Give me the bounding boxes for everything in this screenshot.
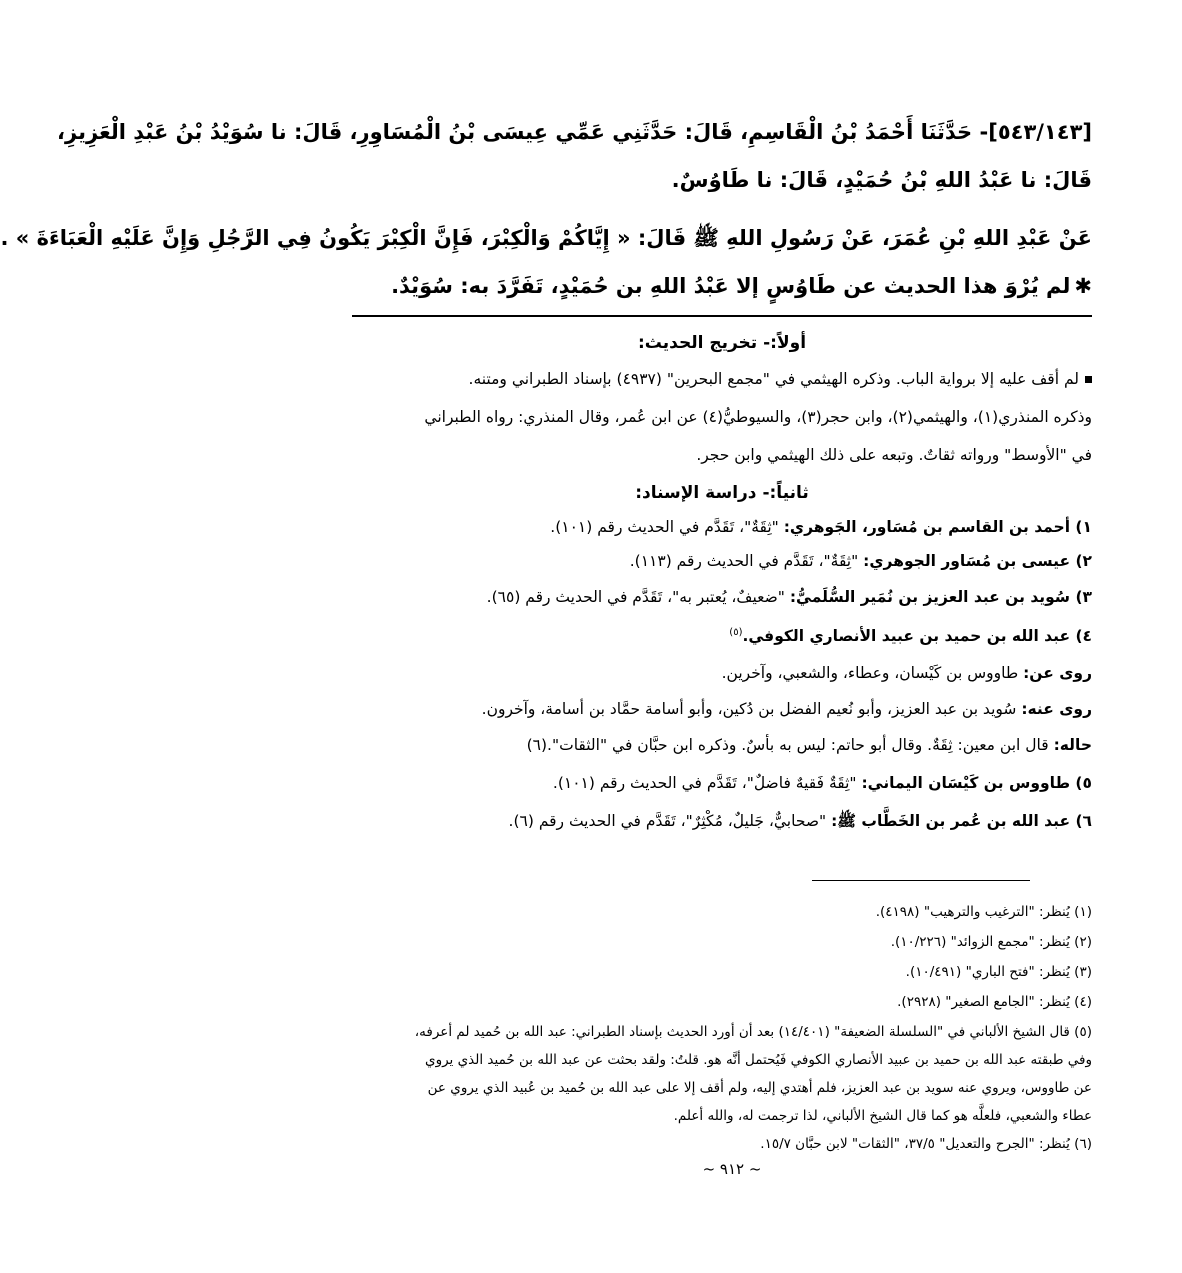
narrator-name: ٥) طاووس بن كَيْسَان اليماني: bbox=[861, 774, 1092, 792]
narrator-desc: "صحابيٌّ، جَليلٌ، مُكْثِرٌ"، تَقَدَّم في الحديث رقم (٦). bbox=[508, 812, 832, 830]
footnote-3: (٣) يُنظر: "فتح الباري" (١٠/٤٩١). bbox=[905, 964, 1092, 980]
hal-text: قال ابن معين: ثِقَةٌ. وقال أبو حاتم: ليس به بأسٌ. وذكره ابن حبَّان في "الثقات".(٦) bbox=[526, 736, 1054, 754]
narrator-desc: "ثِقَةٌ"، تَقَدَّم في الحديث رقم (١١٣). bbox=[629, 552, 864, 570]
footnote-ref: (٥) bbox=[729, 627, 743, 638]
rawa-anhu-text: سُويد بن عبد العزيز، وأبو نُعيم الفضل بن دُكين، وأبو أسامة حمَّاد بن أسامة، وآخرون. bbox=[481, 700, 1022, 718]
hal-label: حاله: bbox=[1053, 736, 1092, 754]
main-divider bbox=[352, 315, 1092, 317]
takhrij-line-1-text: لم أقف عليه إلا برواية الباب. وذكره الهيثمي في "مجمع البحرين" (٤٩٣٧) بإسناد الطبراني ومتنه. bbox=[468, 370, 1079, 388]
narrator-name: ٦) عبد الله بن عُمر بن الخَطَّاب ﷺ: bbox=[831, 812, 1092, 830]
footnote-1: (١) يُنظر: "الترغيب والترهيب" (٤١٩٨). bbox=[875, 904, 1092, 920]
narrator-name: ٤) عبد الله بن حميد بن عبيد الأنصاري الكوفي. bbox=[742, 627, 1092, 646]
footnote-2: (٢) يُنظر: "مجمع الزوائد" (١٠/٢٢٦). bbox=[890, 934, 1092, 950]
narrator-desc: "ضعيفٌ، يُعتبر به"، تَقَدَّم في الحديث رقم (٦٥). bbox=[486, 588, 790, 606]
narrator-item-1 bbox=[352, 512, 1092, 542]
footnote-4: (٤) يُنظر: "الجامع الصغير" (٢٩٢٨). bbox=[897, 994, 1092, 1010]
hadith-line-4 bbox=[352, 266, 1092, 306]
footnote-5-line-3: عن طاووس، ويروي عنه سويد بن عبد العزيز، فلم أهتدي إليه، ولم أقف إلا على عبد الله بن حُميد بن عُبيد الذي يروي عن bbox=[427, 1080, 1092, 1096]
narrator-desc: "ثِقَةٌ"، تَقَدَّم في الحديث رقم (١٠١). bbox=[550, 518, 784, 536]
rawa-an-text: طاووس بن كَيْسان، وعطاء، والشعبي، وآخرين. bbox=[721, 664, 1024, 682]
hadith-line-2: قَالَ: نا عَبْدُ اللهِ بْنُ حُمَيْدٍ، قَالَ: نا طَاوُسٌ. bbox=[671, 168, 1092, 192]
rawa-anhu-label: روى عنه: bbox=[1021, 700, 1092, 718]
rawa-anhu-line bbox=[352, 694, 1092, 724]
takhrij-line-3: في "الأوسط" ورواته ثقاتٌ. وتبعه على ذلك الهيثمي وابن حجر. bbox=[696, 446, 1092, 464]
narrator-name: ٢) عيسى بن مُسَاور الجوهري: bbox=[863, 552, 1092, 570]
takhrij-line-2: وذكره المنذري(١)، والهيثمي(٢)، وابن حجر(٣)، والسيوطيُّ(٤) عن ابن عُمر، وقال المنذري: رواه الطبراني bbox=[424, 408, 1092, 426]
hadith-line-1: [٥٤٣/١٤٣]- حَدَّثَنَا أَحْمَدُ بْنُ الْقَاسِمِ، قَالَ: حَدَّثَنِي عَمِّي عِيسَى بْنُ الْمُسَاوِرِ، قَالَ: نا سُوَيْدُ بْنُ عَبْدِ الْعَزِيزِ، bbox=[57, 120, 1092, 144]
page-number: ~ ٩١٢ ~ bbox=[702, 1160, 762, 1178]
hadith-line-3: عَنْ عَبْدِ اللهِ بْنِ عُمَرَ، عَنْ رَسُولِ اللهِ ﷺ قَالَ: « إِيَّاكُمْ وَالْكِبْرَ، فَإِنَّ الْكِبْرَ يَكُونُ فِي الرَّجُلِ وَإِنَّ عَلَيْهِ الْعَبَاءَةَ » . bbox=[0, 226, 1092, 250]
narrator-desc: "ثِقَةٌ فَقيهٌ فاضلٌ"، تَقَدَّم في الحديث رقم (١٠١). bbox=[552, 774, 862, 792]
bullet-icon bbox=[1085, 376, 1092, 383]
narrator-item-3 bbox=[352, 582, 1092, 612]
footnote-divider bbox=[812, 880, 1030, 881]
narrator-name: ١) أحمد بن القاسم بن مُسَاور، الجَوهري: bbox=[783, 518, 1092, 536]
section-heading-isnad: ثانياً:- دراسة الإسناد: bbox=[635, 483, 809, 503]
star-icon: ✱ bbox=[1074, 274, 1092, 298]
narrator-item-4 bbox=[352, 618, 1092, 648]
footnote-5-line-1: (٥) قال الشيخ الألباني في "السلسلة الضعيفة" (١٤/٤٠١) بعد أن أورد الحديث بإسناد الطبراني: عبد الله بن حُميد لم أعرفه، bbox=[414, 1024, 1092, 1040]
narrator-item-5 bbox=[352, 768, 1092, 798]
footnote-5-line-2: وفي طبقته عبد الله بن حميد بن عبيد الأنصاري الكوفي فَيُحتمل أنَّه هو. قلتُ: ولقد بحثت عن عبد الله بن حُميد الذي يروي bbox=[425, 1052, 1092, 1068]
rawa-an-label: روى عن: bbox=[1023, 664, 1092, 682]
hadith-note: لم يُرْوَ هذا الحديث عن طَاوُسٍ إلا عَبْدُ اللهِ بن حُمَيْدٍ، تَفَرَّدَ به: سُوَيْدٌ. bbox=[391, 274, 1071, 298]
narrator-item-6 bbox=[352, 806, 1092, 836]
footnote-6: (٦) يُنظر: "الجرح والتعديل" ٣٧/٥، "الثقات" لابن حبَّان ١٥/٧. bbox=[760, 1136, 1092, 1152]
narrator-name: ٣) سُويد بن عبد العزيز بن نُمَير السُّلَميُّ: bbox=[789, 588, 1092, 606]
footnote-5-line-4: عطاء والشعبي، فلعلَّه هو كما قال الشيخ الألباني، لذا ترجمت له، والله أعلم. bbox=[673, 1108, 1092, 1124]
rawa-an-line bbox=[352, 658, 1092, 688]
narrator-item-2 bbox=[352, 546, 1092, 576]
hal-line bbox=[352, 730, 1092, 760]
takhrij-line-1 bbox=[352, 364, 1092, 394]
section-heading-takhrij: أولاً:- تخريج الحديث: bbox=[637, 333, 807, 353]
